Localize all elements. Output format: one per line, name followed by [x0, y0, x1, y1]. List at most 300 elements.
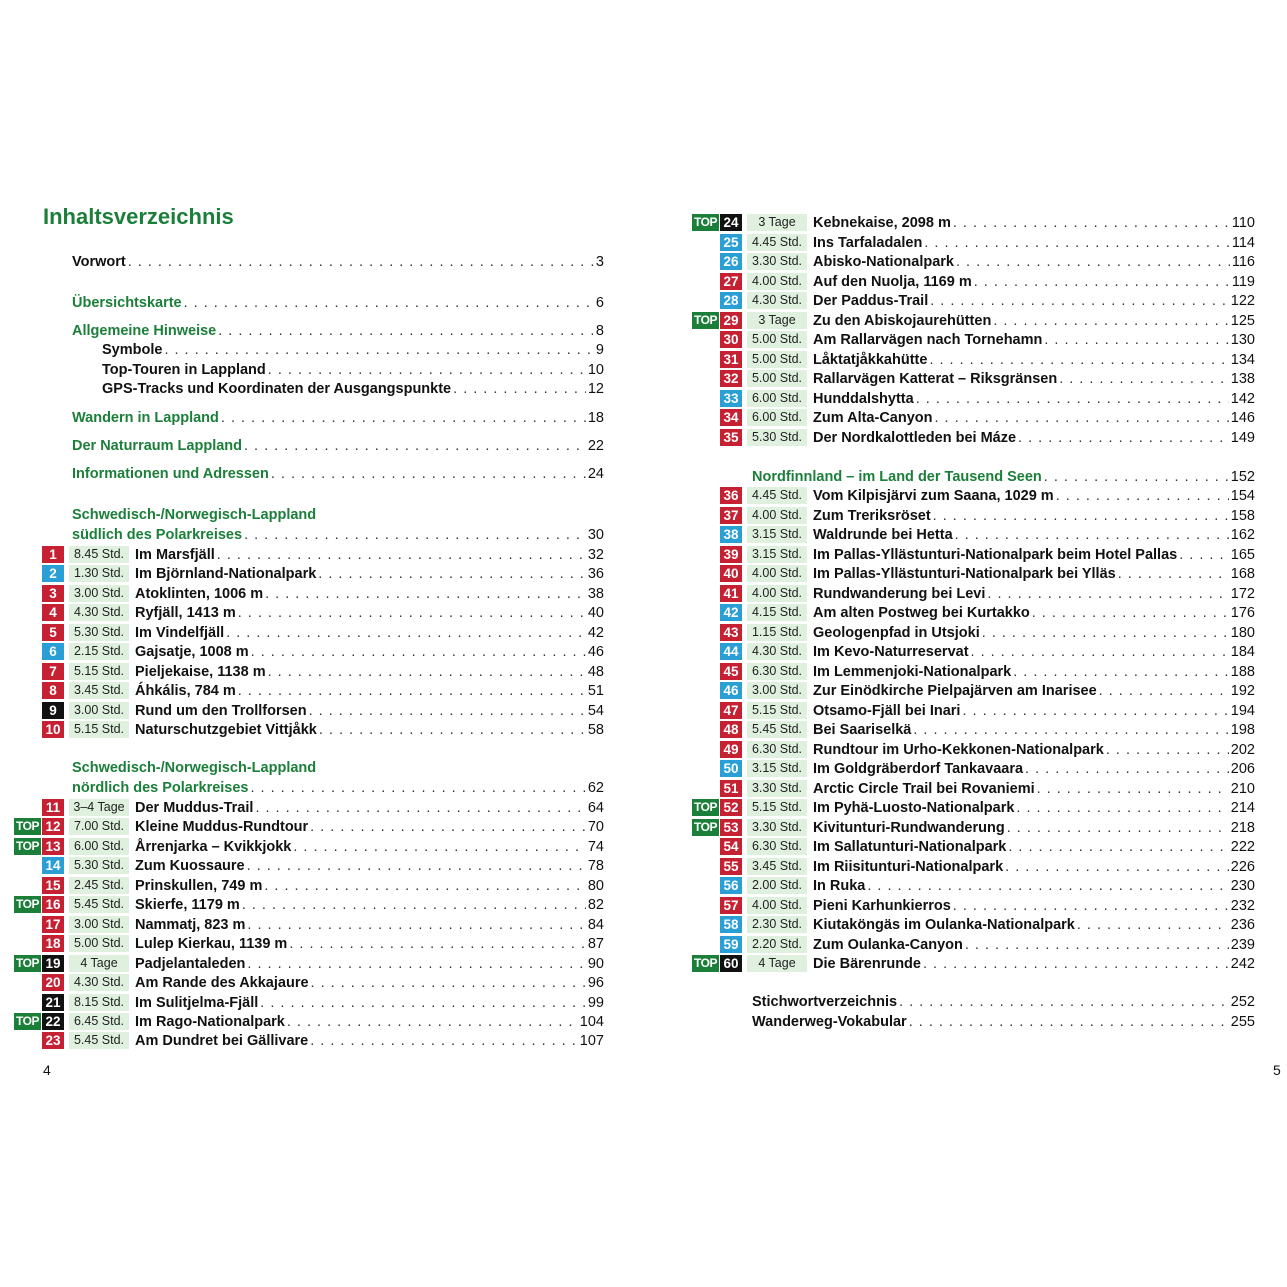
- tour-duration: 6.30 Std.: [747, 741, 807, 758]
- leader-dots: [993, 313, 1228, 329]
- tour-number-badge: 21: [42, 994, 64, 1011]
- tour-number-badge: 49: [720, 741, 742, 758]
- tour-entry[interactable]: [692, 506, 1255, 525]
- tour-entry[interactable]: [14, 642, 604, 661]
- tour-page: 206: [1230, 760, 1255, 777]
- page-number-left: 4: [43, 1062, 51, 1078]
- tour-name: Låktatjåkkahütte: [813, 351, 928, 368]
- tour-duration: 5.30 Std.: [69, 624, 129, 641]
- tour-number-badge: 48: [720, 721, 742, 738]
- tour-duration: 3 Tage: [747, 312, 807, 329]
- tour-duration: 8.45 Std.: [69, 546, 129, 563]
- leader-dots: [974, 274, 1230, 290]
- tour-name: Auf den Nuolja, 1169 m: [813, 273, 972, 290]
- tour-entry[interactable]: [692, 545, 1255, 564]
- tour-number-badge: 59: [720, 936, 742, 953]
- tour-name: Im Lemmenjoki-Nationalpark: [813, 663, 1012, 680]
- tour-page: 158: [1230, 507, 1255, 524]
- top-badge: TOP: [692, 955, 719, 972]
- tour-page: 104: [579, 1013, 604, 1030]
- tour-name: Im Riisitunturi-Nationalpark: [813, 858, 1004, 875]
- leader-dots: [309, 703, 586, 719]
- leader-dots: [1037, 781, 1229, 797]
- tour-entry[interactable]: [692, 779, 1255, 798]
- tour-page: 134: [1230, 351, 1255, 368]
- tour-entry[interactable]: [14, 915, 604, 934]
- tour-name: Die Bärenrunde: [813, 955, 921, 972]
- tour-name: Im Pyhä-Luosto-Nationalpark: [813, 799, 1015, 816]
- toc-entry-wanderweg-vokabular[interactable]: Wanderweg-Vokabular . . . 255: [752, 1012, 1255, 1031]
- leader-dots: [247, 858, 586, 874]
- tour-entry[interactable]: [692, 642, 1255, 661]
- tour-page: 218: [1230, 819, 1255, 836]
- tour-name: Zu den Abiskojaurehütten: [813, 312, 992, 329]
- tour-number-badge: 25: [720, 234, 742, 251]
- tour-name: Skierfe, 1179 m: [135, 896, 240, 913]
- tour-number-badge: 4: [42, 604, 64, 621]
- tour-name: Im Pallas-Yllästunturi-Nationalpark beim Hotel Pallas: [813, 546, 1178, 563]
- tour-name: Im Sulitjelma-Fjäll: [135, 994, 259, 1011]
- tour-duration: 2.30 Std.: [747, 916, 807, 933]
- leader-dots: [1044, 332, 1228, 348]
- top-badge: TOP: [692, 799, 719, 816]
- tour-name: Prinskullen, 749 m: [135, 877, 263, 894]
- tour-entry[interactable]: [692, 330, 1255, 349]
- leader-dots: [221, 410, 586, 426]
- tour-entry[interactable]: [692, 818, 1255, 837]
- section-entry-nordfinnland[interactable]: Nordfinnland – im Land der Tausend Seen . . . 152: [752, 467, 1255, 486]
- toc-entry-vorwort[interactable]: Vorwort . . . 3: [72, 252, 604, 271]
- tour-name: Der Muddus-Trail: [135, 799, 254, 816]
- tour-number-badge: 5: [42, 624, 64, 641]
- leader-dots: [260, 995, 586, 1011]
- leader-dots: [1099, 683, 1229, 699]
- top-badge: TOP: [692, 214, 719, 231]
- tour-number-badge: 41: [720, 585, 742, 602]
- tour-number-badge: 15: [42, 877, 64, 894]
- top-badge: TOP: [14, 896, 41, 913]
- top-badge: TOP: [692, 312, 719, 329]
- leader-dots: [264, 878, 586, 894]
- toc-entry-symbole[interactable]: Symbole . . . 9: [102, 340, 604, 359]
- leader-dots: [128, 254, 594, 270]
- tour-page: 236: [1230, 916, 1255, 933]
- tour-entry[interactable]: [14, 720, 604, 739]
- tour-entry[interactable]: [692, 291, 1255, 310]
- tour-duration: 4.00 Std.: [747, 507, 807, 524]
- top-badge: TOP: [692, 819, 719, 836]
- tour-duration: 3.45 Std.: [747, 858, 807, 875]
- tour-name: Waldrunde bei Hetta: [813, 526, 953, 543]
- leader-dots: [217, 547, 586, 563]
- tour-number-badge: 24: [720, 214, 742, 231]
- top-badge: TOP: [14, 838, 41, 855]
- tour-number-badge: 45: [720, 663, 742, 680]
- tour-duration: 5.00 Std.: [69, 935, 129, 952]
- toc-entry-uebersichtskarte[interactable]: Übersichtskarte . . . 6: [72, 293, 604, 312]
- tour-name: Im Pallas-Yllästunturi-Nationalpark bei Ylläs: [813, 565, 1116, 582]
- tour-page: 230: [1230, 877, 1255, 894]
- tour-name: Im Björnland-Nationalpark: [135, 565, 317, 582]
- leader-dots: [271, 466, 586, 482]
- leader-dots: [184, 295, 594, 311]
- tour-name: Otsamo-Fjäll bei Inari: [813, 702, 961, 719]
- tour-entry[interactable]: [14, 895, 604, 914]
- tour-number-badge: 19: [42, 955, 64, 972]
- tour-number-badge: 6: [42, 643, 64, 660]
- tour-entry[interactable]: [14, 934, 604, 953]
- tour-page: 232: [1230, 897, 1255, 914]
- leader-dots: [238, 683, 586, 699]
- tour-entry[interactable]: [692, 954, 1255, 973]
- tour-page: 154: [1230, 487, 1255, 504]
- tour-entry[interactable]: [692, 428, 1255, 447]
- tour-entry[interactable]: [692, 311, 1255, 330]
- tour-duration: 3.30 Std.: [747, 780, 807, 797]
- tour-duration: 3.30 Std.: [747, 253, 807, 270]
- tour-entry[interactable]: [14, 662, 604, 681]
- tour-number-badge: 12: [42, 818, 64, 835]
- leader-dots: [899, 994, 1229, 1010]
- tour-duration: 6.00 Std.: [747, 390, 807, 407]
- tour-name: Der Nordkalottleden bei Máze: [813, 429, 1017, 446]
- tour-name: Abisko-Nationalpark: [813, 253, 954, 270]
- top-badge: TOP: [14, 1013, 41, 1030]
- tour-name: Im Kevo-Naturreservat: [813, 643, 969, 660]
- leader-dots: [924, 235, 1230, 251]
- tour-duration: 5.15 Std.: [747, 799, 807, 816]
- tour-number-badge: 57: [720, 897, 742, 914]
- leader-dots: [453, 381, 586, 397]
- tour-duration: 4 Tage: [747, 955, 807, 972]
- leader-dots: [251, 644, 586, 660]
- tour-entry[interactable]: [692, 876, 1255, 895]
- tour-number-badge: 26: [720, 253, 742, 270]
- tour-duration: 5.15 Std.: [69, 721, 129, 738]
- tour-name: Am Dundret bei Gällivare: [135, 1032, 309, 1049]
- tour-number-badge: 53: [720, 819, 742, 836]
- tour-entry[interactable]: [14, 837, 604, 856]
- tour-entry[interactable]: [14, 1012, 604, 1031]
- leader-dots: [987, 586, 1228, 602]
- tour-duration: 5.30 Std.: [69, 857, 129, 874]
- tour-duration: 5.45 Std.: [69, 896, 129, 913]
- tour-entry[interactable]: [692, 935, 1255, 954]
- tour-duration: 3.00 Std.: [69, 702, 129, 719]
- tour-entry[interactable]: [692, 350, 1255, 369]
- tour-duration: 4.00 Std.: [747, 273, 807, 290]
- tour-entry[interactable]: [692, 857, 1255, 876]
- tour-page: 42: [587, 624, 604, 641]
- tour-number-badge: 2: [42, 565, 64, 582]
- tour-entry[interactable]: [692, 252, 1255, 271]
- tour-entry[interactable]: [14, 681, 604, 700]
- tour-duration: 5.00 Std.: [747, 370, 807, 387]
- tour-duration: 5.00 Std.: [747, 331, 807, 348]
- leader-dots: [265, 586, 586, 602]
- tour-page: 214: [1230, 799, 1255, 816]
- tour-page: 80: [587, 877, 604, 894]
- tour-name: Im Sallatunturi-Nationalpark: [813, 838, 1007, 855]
- tour-page: 110: [1231, 214, 1255, 231]
- leader-dots: [1013, 664, 1229, 680]
- tour-name: In Ruka: [813, 877, 866, 894]
- tour-entry[interactable]: [692, 701, 1255, 720]
- tour-duration: 4.30 Std.: [747, 643, 807, 660]
- leader-dots: [287, 1014, 578, 1030]
- tour-entry[interactable]: [14, 603, 604, 622]
- tour-name: Vom Kilpisjärvi zum Saana, 1029 m: [813, 487, 1054, 504]
- tour-name: Am Rallarvägen nach Tornehamn: [813, 331, 1043, 348]
- tour-entry[interactable]: [692, 681, 1255, 700]
- leader-dots: [238, 605, 586, 621]
- tour-name: Rundwanderung bei Levi: [813, 585, 986, 602]
- toc-entry-allgemeine-hinweise[interactable]: Allgemeine Hinweise . . . 8: [72, 321, 604, 340]
- tour-entry[interactable]: [692, 233, 1255, 252]
- tour-duration: 3.15 Std.: [747, 760, 807, 777]
- tour-page: 32: [587, 546, 604, 563]
- tour-page: 116: [1231, 253, 1255, 270]
- tour-entry[interactable]: [14, 623, 604, 642]
- leader-dots: [867, 878, 1228, 894]
- tour-entry[interactable]: [692, 623, 1255, 642]
- top-badge: TOP: [14, 955, 41, 972]
- leader-dots: [1059, 371, 1229, 387]
- toc-entry-informationen[interactable]: Informationen und Adressen . . . 24: [72, 464, 604, 483]
- tour-page: 54: [587, 702, 604, 719]
- tour-name: Ryfjäll, 1413 m: [135, 604, 236, 621]
- tour-page: 48: [587, 663, 604, 680]
- leader-dots: [242, 897, 586, 913]
- tour-name: Im Rago-Nationalpark: [135, 1013, 285, 1030]
- tour-page: 138: [1230, 370, 1255, 387]
- section-heading: Schwedisch-/Norwegisch-Lappland: [72, 507, 317, 523]
- tour-name: Zum Oulanka-Canyon: [813, 936, 963, 953]
- tour-entry[interactable]: [14, 1031, 604, 1050]
- tour-name: Am alten Postweg bei Kurtakko: [813, 604, 1030, 621]
- leader-dots: [962, 703, 1228, 719]
- leader-dots: [1005, 859, 1229, 875]
- tour-page: 165: [1230, 546, 1255, 563]
- tour-page: 78: [587, 857, 604, 874]
- leader-dots: [268, 362, 586, 378]
- tour-entry[interactable]: [692, 389, 1255, 408]
- tour-name: Atoklinten, 1006 m: [135, 585, 264, 602]
- tour-number-badge: 32: [720, 370, 742, 387]
- leader-dots: [955, 527, 1229, 543]
- tour-entry[interactable]: [692, 584, 1255, 603]
- tour-entry[interactable]: [14, 564, 604, 583]
- tour-duration: 3.00 Std.: [69, 585, 129, 602]
- tour-page: 96: [587, 974, 604, 991]
- tour-duration: 7.00 Std.: [69, 818, 129, 835]
- tour-name: Rallarvägen Katterat – Riksgränsen: [813, 370, 1058, 387]
- tour-number-badge: 9: [42, 702, 64, 719]
- tour-page: 122: [1230, 292, 1255, 309]
- toc-entry-gps-tracks[interactable]: GPS-Tracks und Koordinaten der Ausgangspunkte . . . 12: [102, 379, 604, 398]
- tour-entry[interactable]: [692, 272, 1255, 291]
- tour-entry[interactable]: [14, 993, 604, 1012]
- tour-duration: 1.30 Std.: [69, 565, 129, 582]
- leader-dots: [310, 819, 586, 835]
- tour-entry[interactable]: [14, 545, 604, 564]
- tour-duration: 8.15 Std.: [69, 994, 129, 1011]
- tour-entry[interactable]: [692, 798, 1255, 817]
- tour-entry[interactable]: [692, 564, 1255, 583]
- tour-number-badge: 23: [42, 1032, 64, 1049]
- tour-entry[interactable]: [14, 701, 604, 720]
- tour-number-badge: 33: [720, 390, 742, 407]
- tour-name: Der Paddus-Trail: [813, 292, 929, 309]
- toc-title: Inhaltsverzeichnis: [43, 204, 234, 229]
- tour-entry[interactable]: [692, 837, 1255, 856]
- tour-entry[interactable]: [14, 798, 604, 817]
- tour-entry[interactable]: [692, 525, 1255, 544]
- tour-number-badge: 60: [720, 955, 742, 972]
- leader-dots: [916, 391, 1229, 407]
- tour-number-badge: 14: [42, 857, 64, 874]
- tour-duration: 5.45 Std.: [747, 721, 807, 738]
- tour-number-badge: 35: [720, 429, 742, 446]
- leader-dots: [971, 644, 1229, 660]
- tour-number-badge: 54: [720, 838, 742, 855]
- tour-number-badge: 40: [720, 565, 742, 582]
- tour-number-badge: 18: [42, 935, 64, 952]
- tour-name: Zum Kuossaure: [135, 857, 245, 874]
- leader-dots: [953, 898, 1229, 914]
- tour-page: 180: [1230, 624, 1255, 641]
- tour-page: 202: [1230, 741, 1255, 758]
- leader-dots: [311, 975, 586, 991]
- leader-dots: [982, 625, 1229, 641]
- tour-name: Zum Alta-Canyon: [813, 409, 933, 426]
- tour-entry[interactable]: [692, 896, 1255, 915]
- tour-duration: 2.45 Std.: [69, 877, 129, 894]
- leader-dots: [913, 722, 1228, 738]
- tour-duration: 5.00 Std.: [747, 351, 807, 368]
- tour-entry[interactable]: [692, 603, 1255, 622]
- tour-entry[interactable]: [14, 584, 604, 603]
- tour-entry[interactable]: [692, 369, 1255, 388]
- tour-page: 130: [1230, 331, 1255, 348]
- tour-duration: 3 Tage: [747, 214, 807, 231]
- tour-duration: 4.00 Std.: [747, 565, 807, 582]
- tour-duration: 6.00 Std.: [747, 409, 807, 426]
- tour-duration: 3.15 Std.: [747, 526, 807, 543]
- leader-dots: [1118, 566, 1229, 582]
- leader-dots: [251, 780, 586, 796]
- tour-page: 51: [587, 682, 604, 699]
- tour-duration: 3.45 Std.: [69, 682, 129, 699]
- tour-page: 90: [587, 955, 604, 972]
- tour-number-badge: 10: [42, 721, 64, 738]
- tour-page: 222: [1230, 838, 1255, 855]
- tour-entry[interactable]: [692, 662, 1255, 681]
- tour-duration: 3.15 Std.: [747, 546, 807, 563]
- tour-duration: 3.00 Std.: [69, 916, 129, 933]
- tour-number-badge: 39: [720, 546, 742, 563]
- tour-duration: 5.45 Std.: [69, 1032, 129, 1049]
- tour-page: 125: [1230, 312, 1255, 329]
- tour-number-badge: 20: [42, 974, 64, 991]
- leader-dots: [953, 215, 1230, 231]
- section-entry-sued[interactable]: südlich des Polarkreises . . . 30: [72, 525, 604, 544]
- tour-duration: 2.00 Std.: [747, 877, 807, 894]
- tour-name: Hunddalshytta: [813, 390, 914, 407]
- leader-dots: [965, 937, 1229, 953]
- tour-entry[interactable]: [692, 759, 1255, 778]
- tour-page: 176: [1230, 604, 1255, 621]
- tour-duration: 6.30 Std.: [747, 838, 807, 855]
- toc-entry-wandern[interactable]: Wandern in Lappland . . . 18: [72, 408, 604, 427]
- leader-dots: [289, 936, 586, 952]
- tour-page: 99: [587, 994, 604, 1011]
- tour-entry[interactable]: [14, 856, 604, 875]
- tour-entry[interactable]: [692, 915, 1255, 934]
- leader-dots: [1106, 742, 1229, 758]
- tour-duration: 4.45 Std.: [747, 234, 807, 251]
- tour-name: Pieni Karhunkierros: [813, 897, 951, 914]
- section-entry-nord[interactable]: nördlich des Polarkreises . . . 62: [72, 778, 604, 797]
- tour-name: Arctic Circle Trail bei Rovaniemi: [813, 780, 1035, 797]
- tour-number-badge: 27: [720, 273, 742, 290]
- tour-page: 36: [587, 565, 604, 582]
- tour-page: 192: [1230, 682, 1255, 699]
- tour-number-badge: 7: [42, 663, 64, 680]
- tour-number-badge: 50: [720, 760, 742, 777]
- tour-number-badge: 38: [720, 526, 742, 543]
- leader-dots: [933, 508, 1229, 524]
- tour-page: 38: [587, 585, 604, 602]
- tour-number-badge: 29: [720, 312, 742, 329]
- section-heading: Schwedisch-/Norwegisch-Lappland: [72, 760, 317, 776]
- tour-name: Gajsatje, 1008 m: [135, 643, 249, 660]
- tour-number-badge: 55: [720, 858, 742, 875]
- leader-dots: [923, 956, 1229, 972]
- tour-name: Naturschutzgebiet Vittjåkk: [135, 721, 317, 738]
- leader-dots: [319, 722, 586, 738]
- tour-entry[interactable]: [692, 486, 1255, 505]
- tour-number-badge: 31: [720, 351, 742, 368]
- toc-entry-top-touren[interactable]: Top-Touren in Lappland . . . 10: [102, 360, 604, 379]
- tour-number-badge: 43: [720, 624, 742, 641]
- tour-name: Zur Einödkirche Pielpajärven am Inarisee: [813, 682, 1097, 699]
- tour-entry[interactable]: [14, 973, 604, 992]
- tour-entry[interactable]: [692, 213, 1255, 232]
- tour-entry[interactable]: [692, 408, 1255, 427]
- tour-entry[interactable]: [14, 876, 604, 895]
- tour-page: 172: [1230, 585, 1255, 602]
- leader-dots: [318, 566, 586, 582]
- tour-entry[interactable]: [14, 817, 604, 836]
- tour-number-badge: 8: [42, 682, 64, 699]
- toc-entry-stichwortverzeichnis[interactable]: Stichwortverzeichnis . . . 252: [752, 992, 1255, 1011]
- toc-entry-naturraum[interactable]: Der Naturraum Lappland . . . 22: [72, 436, 604, 455]
- leader-dots: [255, 800, 585, 816]
- tour-entry[interactable]: [692, 720, 1255, 739]
- tour-name: Rundtour im Urho-Kekkonen-Nationalpark: [813, 741, 1104, 758]
- leader-dots: [1025, 761, 1229, 777]
- tour-duration: 5.30 Std.: [747, 429, 807, 446]
- tour-duration: 4.45 Std.: [747, 487, 807, 504]
- tour-number-badge: 16: [42, 896, 64, 913]
- tour-entry[interactable]: [692, 740, 1255, 759]
- tour-entry[interactable]: [14, 954, 604, 973]
- tour-duration: 4.30 Std.: [747, 292, 807, 309]
- tour-duration: 2.20 Std.: [747, 936, 807, 953]
- leader-dots: [164, 342, 593, 358]
- tour-number-badge: 28: [720, 292, 742, 309]
